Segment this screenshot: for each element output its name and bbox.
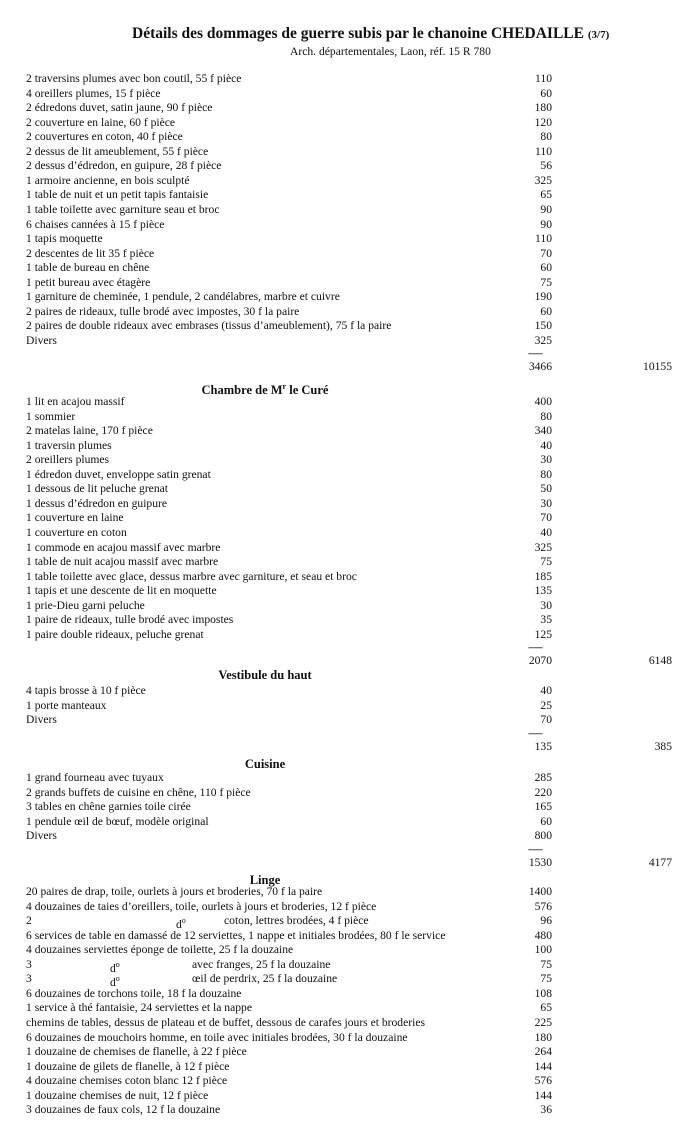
item-row bbox=[0, 713, 699, 727]
item-value: 75 bbox=[540, 957, 552, 971]
item-value: 70 bbox=[540, 713, 552, 727]
item-row bbox=[0, 541, 699, 555]
subtotal-separator: ------- bbox=[528, 350, 542, 357]
item-value: 480 bbox=[534, 928, 552, 942]
item-value: 25 bbox=[540, 698, 552, 712]
item-row bbox=[0, 261, 699, 275]
item-label: 2 couverture en laine, 60 f pièce bbox=[26, 115, 176, 129]
item-label: 1 sommier bbox=[26, 409, 76, 423]
item-value: 325 bbox=[534, 333, 552, 347]
item-row bbox=[0, 218, 699, 232]
item-row bbox=[0, 1103, 699, 1117]
document-title bbox=[132, 25, 609, 43]
item-label: 1 petit bureau avec étagère bbox=[26, 275, 151, 289]
item-label: 1 porte manteaux bbox=[26, 698, 107, 712]
item-value: 150 bbox=[534, 319, 552, 333]
subtotal-row bbox=[0, 740, 699, 754]
item-value: 90 bbox=[540, 202, 552, 216]
item-label: 1 dessus d’édredon en guipure bbox=[26, 496, 168, 510]
item-label: 6 chaises cannées à 15 f pièce bbox=[26, 217, 165, 231]
item-label: 6 douzaines de torchons toile, 18 f la douzaine bbox=[26, 986, 242, 1000]
ditto-mark: $d^o$ bbox=[110, 959, 120, 975]
heading-text: Chambre de M bbox=[201, 383, 283, 398]
item-label: 1 douzaine de gilets de flanelle, à 12 f pièce bbox=[26, 1059, 230, 1073]
item-label: 1 douzaine chemises de nuit, 12 f pièce bbox=[26, 1088, 209, 1102]
item-value: 110 bbox=[535, 72, 552, 85]
item-row bbox=[0, 497, 699, 511]
item-row bbox=[0, 72, 699, 86]
item-label: 1 couverture en laine bbox=[26, 511, 124, 525]
item-value: 36 bbox=[540, 1103, 552, 1117]
item-label: 1 traversin plumes bbox=[26, 438, 112, 452]
item-value: 96 bbox=[540, 914, 552, 928]
item-value: 65 bbox=[540, 1001, 552, 1015]
item-value: 30 bbox=[540, 453, 552, 467]
item-value: 576 bbox=[534, 1074, 552, 1088]
item-value: 70 bbox=[540, 246, 552, 260]
subtotal-separator: ------- bbox=[528, 729, 542, 736]
item-label: 3 bbox=[26, 957, 32, 971]
item-label: Divers bbox=[26, 333, 57, 347]
subtotal-value: 1530 bbox=[528, 855, 552, 869]
item-label-continued: œil de perdrix, 25 f la douzaine bbox=[192, 972, 338, 986]
item-row bbox=[0, 1016, 699, 1030]
item-row bbox=[0, 482, 699, 496]
item-label: 1 prie-Dieu garni peluche bbox=[26, 598, 145, 612]
item-label: 6 services de table en damassé de 12 serviettes, 1 nappe et initiales brodées, 80 f le service bbox=[26, 928, 446, 942]
item-value: 60 bbox=[540, 86, 552, 100]
item-row bbox=[0, 424, 699, 438]
item-row bbox=[0, 87, 699, 101]
item-value: 144 bbox=[534, 1088, 552, 1102]
item-value: 120 bbox=[534, 115, 552, 129]
item-row bbox=[0, 188, 699, 202]
item-row bbox=[0, 829, 699, 843]
item-value: 50 bbox=[540, 482, 552, 496]
item-value: 165 bbox=[534, 800, 552, 814]
section-total-value: 385 bbox=[654, 739, 672, 753]
item-value: 135 bbox=[534, 584, 552, 598]
item-label: 1 armoire ancienne, en bois sculpté bbox=[26, 173, 190, 187]
item-label: 1 tapis moquette bbox=[26, 232, 103, 246]
item-value: 75 bbox=[540, 972, 552, 986]
item-label: 1 table toilette avec glace, dessus marbre avec garniture, et seau et broc bbox=[26, 569, 357, 583]
item-label: 2 dessus de lit ameublement, 55 f pièce bbox=[26, 144, 209, 158]
item-value: 30 bbox=[540, 598, 552, 612]
subtotal-row bbox=[0, 654, 699, 668]
item-label: 1 lit en acajou massif bbox=[26, 395, 125, 408]
item-row bbox=[0, 247, 699, 261]
title-text: Détails des dommages de guerre subis par le chanoine CHEDAILLE bbox=[132, 25, 584, 42]
item-value: 60 bbox=[540, 304, 552, 318]
item-row bbox=[0, 957, 699, 975]
item-label: 2 paires de rideaux, tulle brodé avec impostes, 30 f la paire bbox=[26, 304, 300, 318]
ditto-mark: $d^o$ bbox=[176, 916, 186, 931]
item-row bbox=[0, 914, 699, 931]
heading-text: le Curé bbox=[286, 383, 329, 398]
item-label: 1 grand fourneau avec tuyaux bbox=[26, 771, 164, 784]
section-heading: Linge bbox=[249, 873, 281, 887]
item-row bbox=[0, 410, 699, 424]
item-value: 220 bbox=[534, 785, 552, 799]
item-row bbox=[0, 101, 699, 115]
item-label: 2 descentes de lit 35 f pièce bbox=[26, 246, 155, 260]
subtotal-separator: ------- bbox=[528, 644, 542, 651]
item-row bbox=[0, 1060, 699, 1074]
item-row bbox=[0, 584, 699, 598]
item-row bbox=[0, 699, 699, 713]
item-row bbox=[0, 972, 699, 990]
subtotal-separator: ------- bbox=[528, 845, 542, 852]
item-row bbox=[0, 159, 699, 173]
section-total-value: 4177 bbox=[648, 855, 672, 869]
item-label: 1 paire double rideaux, peluche grenat bbox=[26, 627, 204, 641]
item-value: 225 bbox=[534, 1015, 552, 1029]
item-label: 4 douzaines serviettes éponge de toilette, 25 f la douzaine bbox=[26, 943, 294, 957]
item-label: 1 tapis et une descente de lit en moquette bbox=[26, 584, 217, 598]
item-row bbox=[0, 1074, 699, 1088]
item-label: 1 commode en acajou massif avec marbre bbox=[26, 540, 221, 554]
item-label: 1 douzaine de chemises de flanelle, à 22 f pièce bbox=[26, 1045, 247, 1059]
subtotal-value: 2070 bbox=[528, 654, 552, 668]
item-value: 190 bbox=[534, 290, 552, 304]
item-label: 2 bbox=[26, 914, 32, 928]
subtotal-value: 135 bbox=[534, 739, 552, 753]
item-value: 30 bbox=[540, 496, 552, 510]
item-label: 1 table de bureau en chêne bbox=[26, 261, 150, 275]
item-label: 2 matelas laine, 170 f pièce bbox=[26, 424, 153, 438]
item-row bbox=[0, 116, 699, 130]
item-label: 2 paires de double rideaux avec embrases (tissus d’ameublement), 75 f la paire bbox=[26, 319, 392, 333]
item-row bbox=[0, 900, 699, 914]
item-label: 2 traversins plumes avec bon coutil, 55 f pièce bbox=[26, 72, 242, 85]
item-value: 40 bbox=[540, 525, 552, 539]
item-row bbox=[0, 885, 699, 899]
item-row bbox=[0, 929, 699, 943]
item-value: 285 bbox=[534, 771, 552, 784]
item-label: 1 table de nuit et un petit tapis fantaisie bbox=[26, 188, 209, 202]
item-row bbox=[0, 943, 699, 957]
item-row bbox=[0, 468, 699, 482]
item-label: 4 douzaines de taies d’oreillers, toile, ourlets à jours et broderies, 12 f pièce bbox=[26, 899, 377, 913]
heading-superscript: r bbox=[282, 382, 287, 391]
item-value: 40 bbox=[540, 438, 552, 452]
item-row bbox=[0, 628, 699, 642]
section-total-value: 10155 bbox=[643, 360, 672, 374]
item-label: 1 couverture en coton bbox=[26, 525, 127, 539]
item-row bbox=[0, 1001, 699, 1015]
item-value: 325 bbox=[534, 540, 552, 554]
item-label: 1 paire de rideaux, tulle brodé avec impostes bbox=[26, 613, 234, 627]
item-row bbox=[0, 555, 699, 569]
item-label: 1 table toilette avec garniture seau et broc bbox=[26, 202, 220, 216]
item-label: 2 édredons duvet, satin jaune, 90 f pièce bbox=[26, 101, 213, 115]
item-value: 60 bbox=[540, 261, 552, 275]
item-value: 75 bbox=[540, 275, 552, 289]
item-row bbox=[0, 599, 699, 613]
item-value: 35 bbox=[540, 613, 552, 627]
item-row bbox=[0, 232, 699, 246]
item-row bbox=[0, 511, 699, 525]
item-row bbox=[0, 130, 699, 144]
item-value: 125 bbox=[534, 627, 552, 641]
item-label: 20 paires de drap, toile, ourlets à jours et broderies, 70 f la paire bbox=[26, 885, 323, 898]
item-row bbox=[0, 203, 699, 217]
item-value: 56 bbox=[540, 159, 552, 173]
item-label-continued: avec franges, 25 f la douzaine bbox=[192, 957, 331, 971]
item-row bbox=[0, 290, 699, 304]
item-row bbox=[0, 319, 699, 333]
item-row bbox=[0, 526, 699, 540]
item-value: 65 bbox=[540, 188, 552, 202]
item-value: 800 bbox=[534, 829, 552, 843]
item-label: 1 dessous de lit peluche grenat bbox=[26, 482, 168, 496]
item-row bbox=[0, 145, 699, 159]
item-label: 1 table de nuit acajou massif avec marbre bbox=[26, 555, 219, 569]
item-value: 325 bbox=[534, 173, 552, 187]
item-row bbox=[0, 1031, 699, 1045]
item-value: 75 bbox=[540, 555, 552, 569]
item-row bbox=[0, 334, 699, 348]
item-label: 6 douzaines de mouchoirs homme, en toile avec initiales brodées, 30 f la douzaine bbox=[26, 1030, 408, 1044]
item-label: chemins de tables, dessus de plateau et de buffet, dessous de carafes jours et broderies bbox=[26, 1015, 425, 1029]
item-row bbox=[0, 684, 699, 698]
item-value: 108 bbox=[534, 986, 552, 1000]
item-label: Divers bbox=[26, 713, 57, 727]
item-value: 40 bbox=[540, 684, 552, 697]
item-label: 2 dessus d’édredon, en guipure, 28 f pièce bbox=[26, 159, 222, 173]
item-label: 4 oreillers plumes, 15 f pièce bbox=[26, 86, 161, 100]
item-label: 1 garniture de cheminée, 1 pendule, 2 candélabres, marbre et cuivre bbox=[26, 290, 340, 304]
item-label: 1 service à thé fantaisie, 24 serviettes et la nappe bbox=[26, 1001, 252, 1015]
item-row bbox=[0, 174, 699, 188]
item-row bbox=[0, 771, 699, 785]
item-value: 340 bbox=[534, 424, 552, 438]
item-row bbox=[0, 786, 699, 800]
item-value: 1400 bbox=[528, 885, 552, 898]
item-label-continued: coton, lettres brodées, 4 f pièce bbox=[224, 914, 369, 928]
item-row bbox=[0, 453, 699, 467]
archive-reference: Arch. départementales, Laon, réf. 15 R 780 bbox=[290, 45, 491, 58]
item-label: 2 couvertures en coton, 40 f pièce bbox=[26, 130, 183, 144]
item-label: 2 oreillers plumes bbox=[26, 453, 110, 467]
item-value: 110 bbox=[535, 232, 552, 246]
item-row bbox=[0, 613, 699, 627]
item-value: 80 bbox=[540, 130, 552, 144]
item-row bbox=[0, 800, 699, 814]
item-row bbox=[0, 439, 699, 453]
item-row bbox=[0, 276, 699, 290]
subtotal-value: 3466 bbox=[528, 360, 552, 374]
item-label: 2 grands buffets de cuisine en chêne, 110 f pièce bbox=[26, 785, 251, 799]
item-value: 576 bbox=[534, 899, 552, 913]
ditto-mark: $d^o$ bbox=[110, 974, 120, 990]
item-value: 80 bbox=[540, 409, 552, 423]
section-heading: Cuisine bbox=[244, 757, 286, 771]
item-label: 3 douzaines de faux cols, 12 f la douzaine bbox=[26, 1103, 221, 1117]
item-value: 264 bbox=[534, 1045, 552, 1059]
item-label: 4 tapis brosse à 10 f pièce bbox=[26, 684, 146, 697]
item-label: Divers bbox=[26, 829, 57, 843]
item-value: 180 bbox=[534, 101, 552, 115]
item-row bbox=[0, 570, 699, 584]
item-value: 70 bbox=[540, 511, 552, 525]
item-row bbox=[0, 1089, 699, 1103]
item-value: 180 bbox=[534, 1030, 552, 1044]
item-value: 400 bbox=[534, 395, 552, 408]
item-row bbox=[0, 987, 699, 1001]
item-value: 110 bbox=[535, 144, 552, 158]
subtotal-row bbox=[0, 856, 699, 870]
item-row bbox=[0, 395, 699, 409]
item-label: 3 tables en chêne garnies toile cirée bbox=[26, 800, 191, 814]
item-label: 1 édredon duvet, enveloppe satin grenat bbox=[26, 467, 211, 481]
section-total-value: 6148 bbox=[648, 654, 672, 668]
item-value: 90 bbox=[540, 217, 552, 231]
item-label: 3 bbox=[26, 972, 32, 986]
item-value: 100 bbox=[534, 943, 552, 957]
item-row bbox=[0, 815, 699, 829]
item-value: 60 bbox=[540, 814, 552, 828]
part-number: (3/7) bbox=[587, 29, 610, 41]
item-value: 80 bbox=[540, 467, 552, 481]
subtotal-row bbox=[0, 360, 699, 374]
item-row bbox=[0, 305, 699, 319]
item-label: 4 douzaine chemises coton blanc 12 f pièce bbox=[26, 1074, 228, 1088]
item-value: 144 bbox=[534, 1059, 552, 1073]
item-label: 1 pendule œil de bœuf, modèle original bbox=[26, 814, 209, 828]
item-value: 185 bbox=[534, 569, 552, 583]
item-row bbox=[0, 1045, 699, 1059]
section-heading: Vestibule du haut bbox=[218, 668, 312, 682]
